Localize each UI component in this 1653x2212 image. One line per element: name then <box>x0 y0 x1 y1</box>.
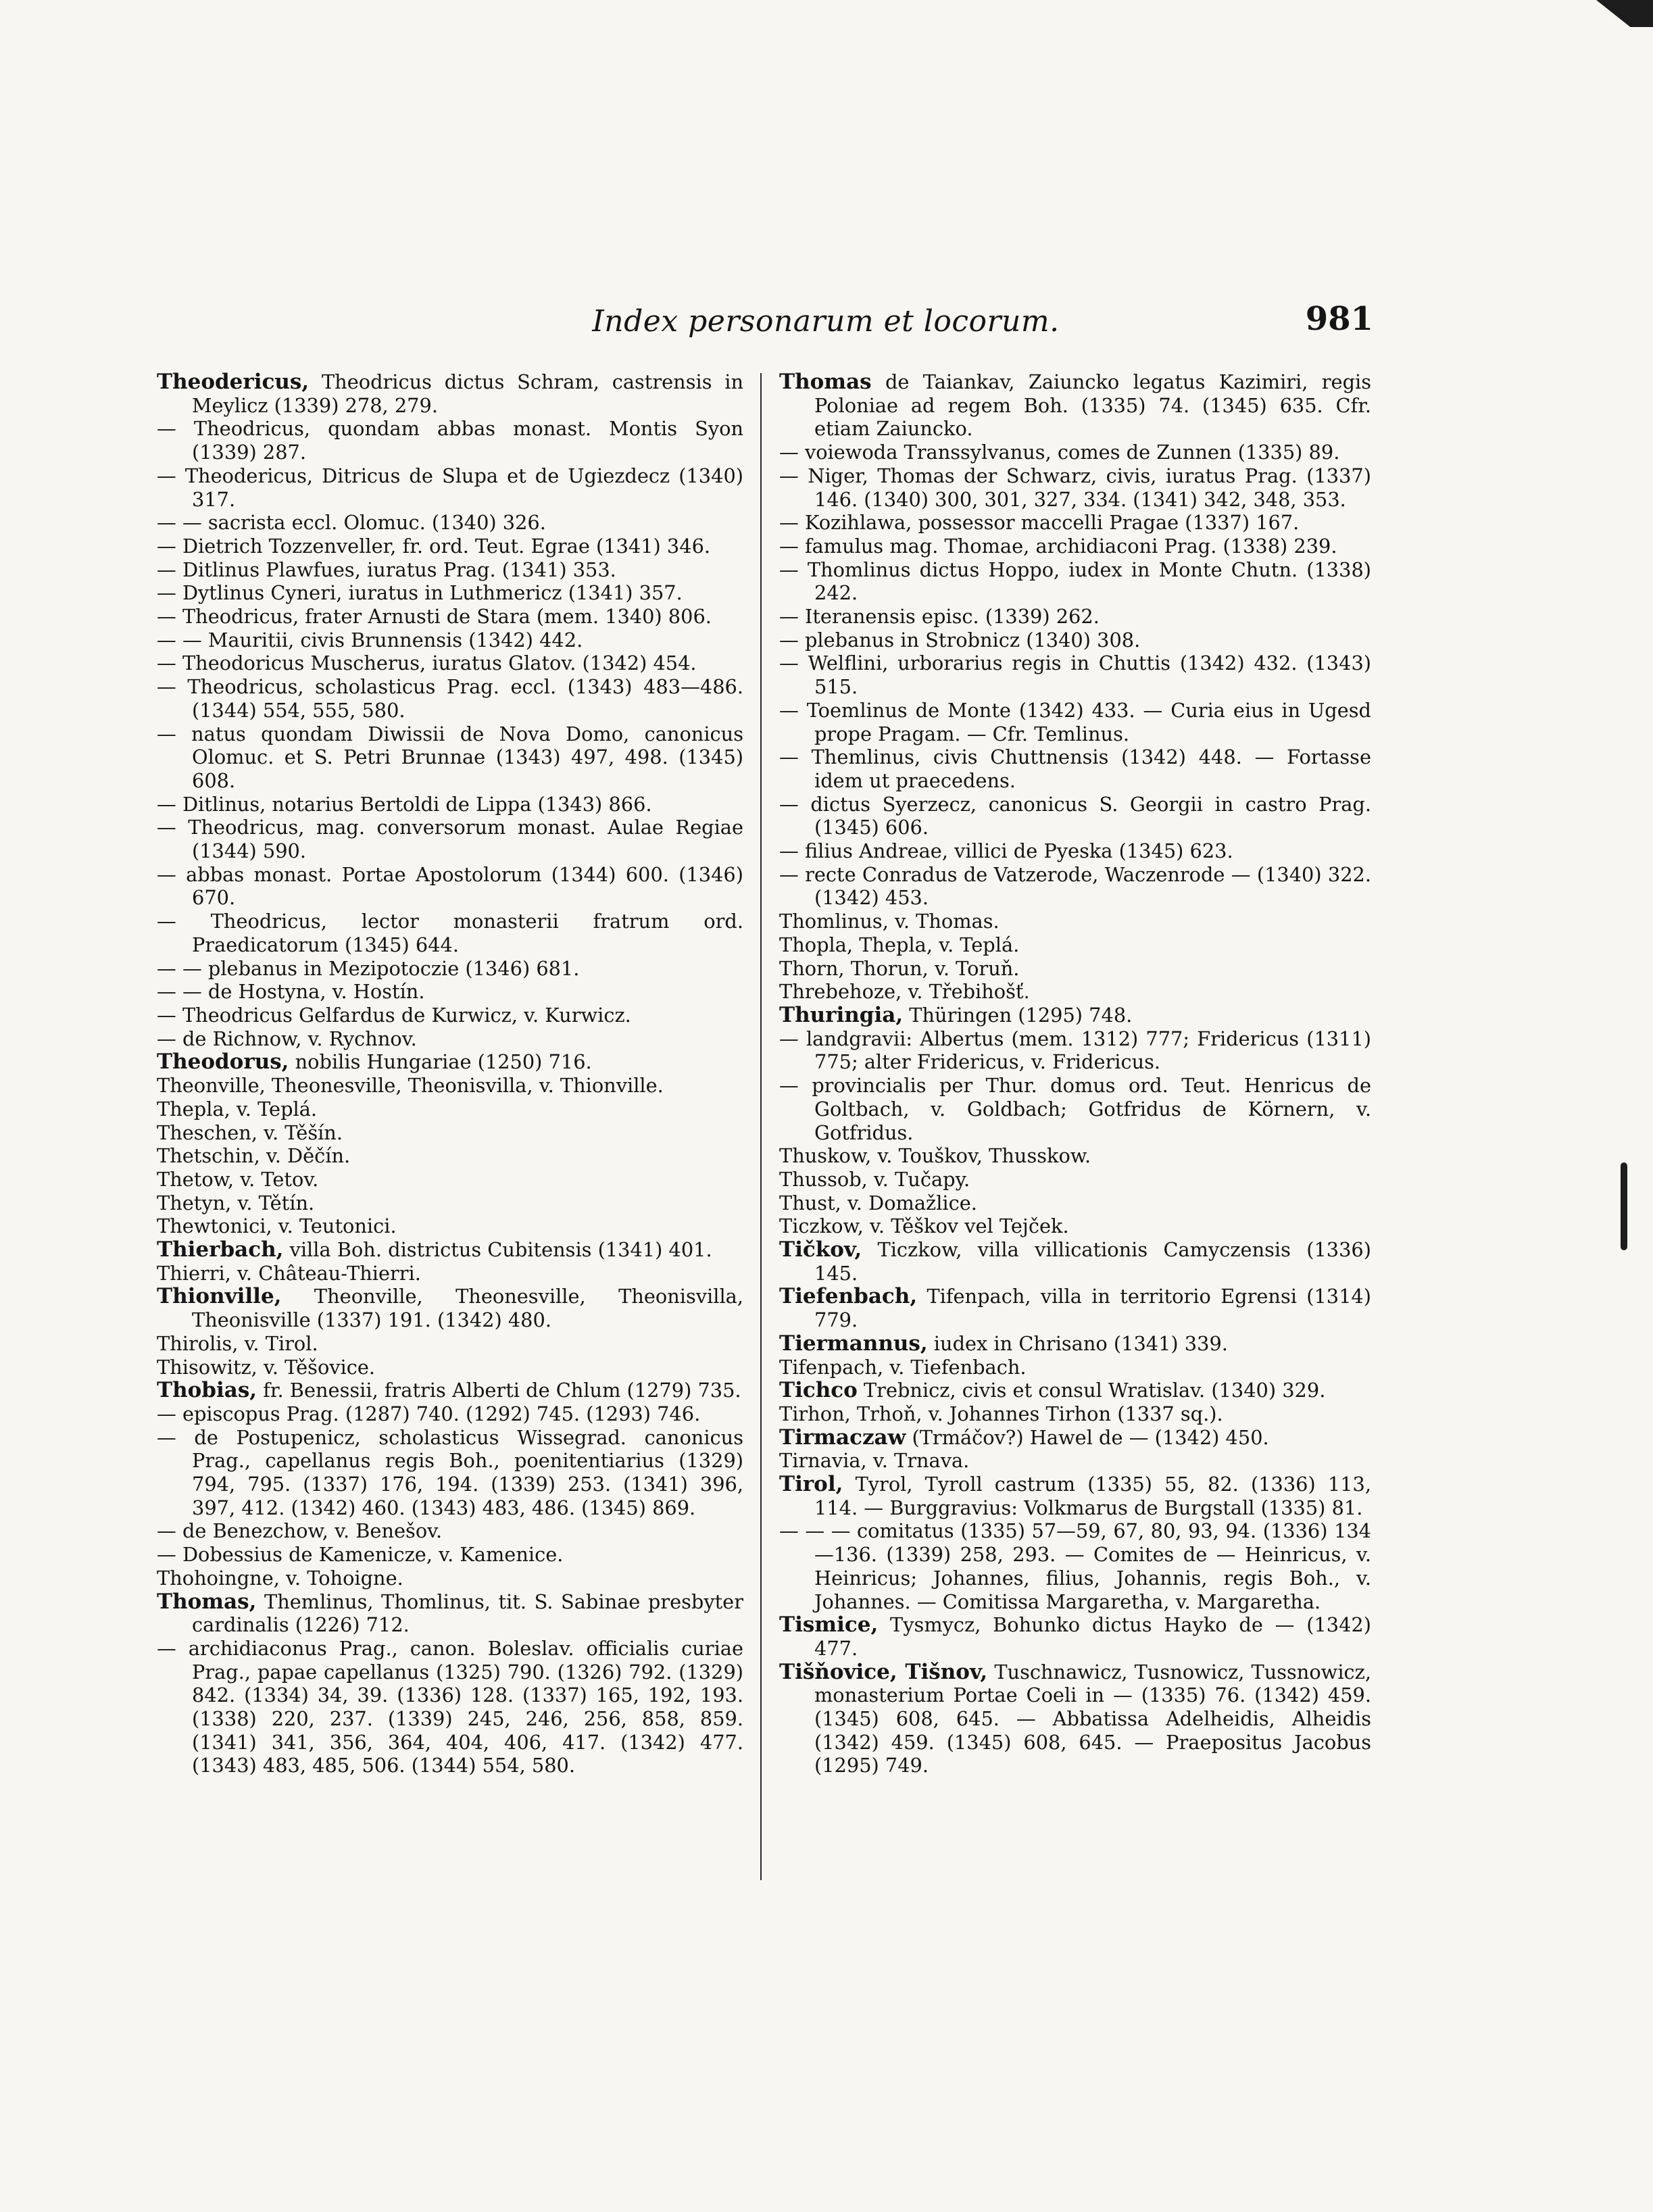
index-entry-text: — Welflini, urborarius regis in Chuttis (1342) 432. (1343) 515. <box>779 652 1371 699</box>
index-entry <box>157 581 743 605</box>
index-entry <box>779 1519 1371 1613</box>
index-entry-text: fr. Benessii, fratris Alberti de Chlum (1279) 735. <box>257 1379 741 1402</box>
index-entry-text: Themlinus, Thomlinus, tit. S. Sabinae presbyter cardinalis (1226) 712. <box>192 1590 743 1637</box>
index-entry <box>157 1590 743 1637</box>
index-entry-text: Thepla, v. Teplá. <box>157 1097 318 1121</box>
index-entry <box>779 1027 1371 1074</box>
column-divider <box>760 373 762 1880</box>
index-entry-text: villa Boh. districtus Cubitensis (1341) 401. <box>283 1238 712 1262</box>
index-entry-text: — Niger, Thomas der Schwarz, civis, iuratus Prag. (1337) 146. (1340) 300, 301, 327, 334. (1341) 342, 348, 353. <box>779 464 1371 511</box>
index-entry-headword: Thuringia, <box>779 1002 904 1027</box>
index-entry-text: Thetyn, v. Tětín. <box>157 1191 315 1214</box>
index-entry <box>779 1473 1371 1519</box>
index-entry-headword: Thionville, <box>157 1284 282 1309</box>
index-entry <box>157 816 743 862</box>
index-entry <box>157 1121 743 1145</box>
index-entry-text: Theonville, Theonesville, Theonisvilla, v. Thionville. <box>157 1074 664 1098</box>
index-entry <box>779 1661 1371 1778</box>
index-entry-text: Thierri, v. Château-Thierri. <box>157 1261 421 1285</box>
index-entry <box>157 1567 743 1590</box>
index-entry <box>779 745 1371 792</box>
index-entry <box>157 1356 743 1379</box>
index-entry-text: iudex in Chrisano (1341) 339. <box>927 1331 1228 1355</box>
index-entry <box>779 1426 1371 1450</box>
index-entry <box>779 1144 1371 1168</box>
index-entry <box>157 675 743 722</box>
index-entry <box>779 511 1371 535</box>
index-entry-text: — — plebanus in Mezipotoczie (1346) 681. <box>157 956 580 980</box>
index-entry <box>779 839 1371 863</box>
index-entry-text: Tifenpach, v. Tiefenbach. <box>779 1355 1027 1379</box>
index-entry-text: Thuskow, v. Touškov, Thusskow. <box>779 1144 1091 1168</box>
index-entry-text: Tirhon, Trhoň, v. Johannes Tirhon (1337 sq.). <box>779 1402 1223 1425</box>
index-column-right <box>779 370 1371 1777</box>
index-entry-text: — Dytlinus Cyneri, iuratus in Luthmericz (1341) 357. <box>157 581 683 605</box>
index-entry-text: — Toemlinus de Monte (1342) 433. — Curia eius in Ugesd prope Pragam. — Cfr. Temlinus. <box>779 698 1371 745</box>
index-entry <box>779 1168 1371 1191</box>
index-entry-text: — de Benezchow, v. Benešov. <box>157 1519 443 1543</box>
index-entry-text: nobilis Hungariae (1250) 716. <box>289 1050 592 1074</box>
index-entry-text: — — sacrista eccl. Olomuc. (1340) 326. <box>157 511 546 535</box>
index-entry <box>157 417 743 464</box>
index-entry-text: Thetow, v. Tetov. <box>157 1167 319 1191</box>
index-entry-headword: Theodorus, <box>157 1050 289 1075</box>
index-entry-headword: Thomas <box>779 370 872 394</box>
page-number: 981 <box>1305 300 1373 338</box>
index-entry-text: — famulus mag. Thomae, archidiaconi Prag. (1338) 239. <box>779 534 1337 558</box>
index-entry-text: Theodricus dictus Schram, castrensis in Meylicz (1339) 278, 279. <box>192 370 743 417</box>
index-entry-text: Threbehoze, v. Třebihošť. <box>779 980 1030 1004</box>
index-entry <box>157 863 743 910</box>
index-entry <box>779 933 1371 957</box>
index-entry <box>779 957 1371 981</box>
index-entry <box>157 1191 743 1215</box>
index-entry <box>157 464 743 511</box>
index-entry <box>157 1074 743 1098</box>
index-entry <box>779 1402 1371 1426</box>
index-entry <box>157 652 743 675</box>
index-entry <box>779 1238 1371 1285</box>
index-entry-text: Thirolis, v. Tirol. <box>157 1331 318 1355</box>
index-entry-text: — — de Hostyna, v. Hostín. <box>157 980 425 1004</box>
index-entry <box>157 1098 743 1121</box>
index-entry <box>779 370 1371 441</box>
index-entry-text: Tifenpach, villa in territorio Egrensi (1314) 779. <box>814 1285 1371 1332</box>
index-entry-text: Ticzkow, villa villicationis Camyczensis (1336) 145. <box>814 1238 1371 1285</box>
index-entry-headword: Tiermannus, <box>779 1331 928 1356</box>
index-entry-text: Tuschnawicz, Tusnowicz, Tussnowicz, monasterium Portae Coeli in — (1335) 76. (1342) 459. (1345) 608, 645. — Abbatissa Adelheidis, Alheidis (1342) 459. (1345) 608, 645. — Praepositus Jacobus (1295) 749. <box>814 1660 1371 1777</box>
index-entry <box>779 1332 1371 1356</box>
index-entry-headword: Tišňovice, Tišnov, <box>779 1659 988 1684</box>
page-header <box>157 297 1373 345</box>
index-entry <box>779 629 1371 652</box>
index-entry-headword: Tiefenbach, <box>779 1284 918 1309</box>
scan-edge-mark-top-right <box>1596 0 1653 27</box>
index-entry-text: — voiewoda Transsylvanus, comes de Zunnen (1335) 89. <box>779 441 1340 464</box>
index-entry-text: — dictus Syerzecz, canonicus S. Georgii in castro Prag. (1345) 606. <box>779 792 1371 839</box>
index-entry-text: Thopla, Thepla, v. Teplá. <box>779 933 1020 956</box>
index-entry <box>779 1449 1371 1473</box>
index-entry <box>779 699 1371 745</box>
index-entry <box>779 1613 1371 1660</box>
index-entry-text: Thisowitz, v. Těšovice. <box>157 1355 376 1379</box>
index-entry <box>157 1519 743 1543</box>
index-entry <box>157 1332 743 1356</box>
index-entry-text: — Theodricus, quondam abbas monast. Montis Syon (1339) 287. <box>157 417 743 464</box>
index-entry-text: — — Mauritii, civis Brunnensis (1342) 442. <box>157 628 583 652</box>
index-entry <box>157 793 743 816</box>
index-entry-text: — Ditlinus, notarius Bertoldi de Lippa (1343) 866. <box>157 792 652 816</box>
index-entry-headword: Tirol, <box>779 1472 843 1497</box>
index-entry-text: Trebnicz, civis et consul Wratislav. (1340) 329. <box>857 1379 1326 1402</box>
index-entry-text: — Thomlinus dictus Hoppo, iudex in Monte Chutn. (1338) 242. <box>779 558 1371 605</box>
index-entry <box>779 1285 1371 1331</box>
index-entry <box>779 1191 1371 1215</box>
index-entry-text: — natus quondam Diwissii de Nova Domo, canonicus Olomuc. et S. Petri Brunnae (1343) 497, 498. (1345) 608. <box>157 722 743 792</box>
index-entry <box>779 793 1371 839</box>
index-entry <box>157 511 743 535</box>
scan-edge-mark-right <box>1621 1162 1627 1250</box>
index-entry <box>157 1004 743 1027</box>
index-entry-headword: Tičkov, <box>779 1237 862 1262</box>
index-entry <box>157 1050 743 1074</box>
index-entry <box>779 558 1371 605</box>
index-entry <box>157 1027 743 1051</box>
index-entry-text: — Dietrich Tozzenveller, fr. ord. Teut. Egrae (1341) 346. <box>157 534 711 558</box>
index-entry-headword: Thobias, <box>157 1378 257 1403</box>
index-entry-text: Thüringen (1295) 748. <box>903 1003 1133 1027</box>
index-entry-headword: Tichco <box>779 1378 858 1403</box>
index-entry-text: — episcopus Prag. (1287) 740. (1292) 745. (1293) 746. <box>157 1402 701 1425</box>
index-entry-text: — landgravii: Albertus (mem. 1312) 777; Fridericus (1311) 775; alter Fridericus, v. Fridericus. <box>779 1027 1371 1074</box>
index-entry <box>157 957 743 981</box>
index-entry-text: — Theodricus, lector monasterii fratrum ord. Praedicatorum (1345) 644. <box>157 910 743 956</box>
index-entry-text: — Theodricus, mag. conversorum monast. Aulae Regiae (1344) 590. <box>157 816 743 863</box>
index-entry-text: — de Postupenicz, scholasticus Wissegrad. canonicus Prag., capellanus regis Boh., poenitentiarius (1329) 794, 795. (1337) 176, 194. (1339) 253. (1341) 396, 397, 412. (1342) 460. (1343) 483, 486. (1345) 869. <box>157 1425 743 1519</box>
index-entry-text: Thussob, v. Tučapy. <box>779 1167 970 1191</box>
index-entry-headword: Thierbach, <box>157 1237 284 1262</box>
index-entry <box>157 1543 743 1567</box>
index-entry-text: Ticzkow, v. Těškov vel Tejček. <box>779 1214 1069 1238</box>
index-entry <box>779 980 1371 1004</box>
index-entry-text: — Theodoricus Muscherus, iuratus Glatov. (1342) 454. <box>157 652 697 675</box>
index-entry-text: de Taiankav, Zaiuncko legatus Kazimiri, regis Poloniae ad regem Boh. (1335) 74. (1345) 635. Cfr. etiam Zaiuncko. <box>814 370 1371 441</box>
index-entry-text: Thust, v. Domažlice. <box>779 1191 977 1214</box>
index-entry-text: Thohoingne, v. Tohoigne. <box>157 1566 403 1590</box>
index-entry-text: (Trmáčov?) Hawel de — (1342) 450. <box>906 1425 1269 1449</box>
index-entry <box>157 370 743 417</box>
index-entry-text: — Theodricus, scholasticus Prag. eccl. (1343) 483—486. (1344) 554, 555, 580. <box>157 675 743 722</box>
index-entry <box>157 980 743 1004</box>
index-entry-text: Tysmycz, Bohunko dictus Hayko de — (1342) 477. <box>814 1613 1371 1660</box>
index-entry-text: — Theodericus, Ditricus de Slupa et de Ugiezdecz (1340) 317. <box>157 464 743 511</box>
index-entry <box>779 1074 1371 1144</box>
index-entry-text: — plebanus in Strobnicz (1340) 308. <box>779 628 1141 652</box>
index-entry <box>779 605 1371 629</box>
index-entry <box>779 1356 1371 1379</box>
index-entry <box>779 464 1371 511</box>
index-entry-text: — Iteranensis episc. (1339) 262. <box>779 605 1100 629</box>
index-entry <box>779 910 1371 933</box>
index-entry-text: — Kozihlawa, possessor maccelli Pragae (1337) 167. <box>779 511 1300 535</box>
index-entry-headword: Theodericus, <box>157 370 310 394</box>
index-entry-text: — archidiaconus Prag., canon. Boleslav. officialis curiae Prag., papae capellanus (1325) 790. (1326) 792. (1329) 842. (1334) 34, 39. (1336) 128. (1337) 165, 192, 193. (1338) 220, 237. (1339) 245, 246, 256, 858, 859. (1341) 341, 356, 364, 404, 406, 417. (1342) 477. (1343) 483, 485, 506. (1344) 554, 580. <box>157 1636 743 1777</box>
index-entry <box>779 441 1371 464</box>
index-entry <box>157 1214 743 1238</box>
index-entry <box>779 1004 1371 1027</box>
index-entry <box>157 1144 743 1168</box>
index-entry <box>779 1379 1371 1402</box>
index-entry-text: — Theodricus, frater Arnusti de Stara (mem. 1340) 806. <box>157 605 712 629</box>
index-entry-headword: Thomas, <box>157 1589 257 1614</box>
index-entry-text: Tirnavia, v. Trnava. <box>779 1449 970 1473</box>
index-entry-text: — filius Andreae, villici de Pyeska (1345) 623. <box>779 839 1233 863</box>
index-entry <box>157 1379 743 1402</box>
index-entry-text: — Dobessius de Kamenicze, v. Kamenice. <box>157 1543 564 1567</box>
index-entry-text: — recte Conradus de Vatzerode, Waczenrode — (1340) 322. (1342) 453. <box>779 862 1371 910</box>
index-entry <box>157 1262 743 1285</box>
index-entry <box>779 652 1371 698</box>
index-entry-text: Thewtonici, v. Teutonici. <box>157 1214 397 1238</box>
index-entry-headword: Tirmaczaw <box>779 1425 906 1450</box>
index-entry <box>157 722 743 793</box>
index-entry-text: Thetschin, v. Děčín. <box>157 1144 351 1168</box>
index-entry <box>157 629 743 652</box>
index-entry <box>779 1214 1371 1238</box>
index-entry <box>157 1285 743 1331</box>
index-entry <box>157 1238 743 1262</box>
index-entry <box>157 1426 743 1520</box>
running-title: Index personarum et locorum. <box>592 304 1060 339</box>
index-entry-text: Thorn, Thorun, v. Toruň. <box>779 956 1020 980</box>
index-entry-text: Thomlinus, v. Thomas. <box>779 910 1000 933</box>
index-entry <box>779 863 1371 910</box>
index-entry <box>157 910 743 956</box>
index-entry-text: Tyrol, Tyroll castrum (1335) 55, 82. (1336) 113, 114. — Burggravius: Volkmarus de Burgstall (1335) 81. <box>814 1473 1371 1519</box>
index-entry <box>157 558 743 582</box>
index-entry-text: — — — comitatus (1335) 57—59, 67, 80, 93, 94. (1336) 134—136. (1339) 258, 293. — Comites de — Heinricus, v. Heinricus; Johannes, filius, Johannis, regis Boh., v. Johannes. — Comitissa Margaretha, v. Margaretha. <box>779 1519 1371 1613</box>
index-entry-text: — Ditlinus Plawfues, iuratus Prag. (1341) 353. <box>157 558 616 581</box>
index-entry-text: — provincialis per Thur. domus ord. Teut. Henricus de Goltbach, v. Goldbach; Gotfridus de Körnern, v. Gotfridus. <box>779 1074 1371 1144</box>
index-entry-text: — abbas monast. Portae Apostolorum (1344) 600. (1346) 670. <box>157 862 743 910</box>
index-entry <box>157 1402 743 1426</box>
index-entry <box>779 535 1371 558</box>
index-entry-text: Theonville, Theonesville, Theonisvilla, Theonisville (1337) 191. (1342) 480. <box>192 1285 743 1332</box>
index-entry-text: — de Richnow, v. Rychnov. <box>157 1027 417 1050</box>
index-entry-text: Theschen, v. Těšín. <box>157 1121 343 1144</box>
index-entry-headword: Tismice, <box>779 1613 879 1638</box>
index-entry <box>157 1168 743 1191</box>
index-entry-text: — Themlinus, civis Chuttnensis (1342) 448. — Fortasse idem ut praecedens. <box>779 745 1371 792</box>
index-entry <box>157 605 743 629</box>
index-entry <box>157 535 743 558</box>
index-column-left <box>157 370 743 1777</box>
index-entry <box>157 1637 743 1777</box>
index-entry-text: — Theodricus Gelfardus de Kurwicz, v. Kurwicz. <box>157 1003 631 1027</box>
